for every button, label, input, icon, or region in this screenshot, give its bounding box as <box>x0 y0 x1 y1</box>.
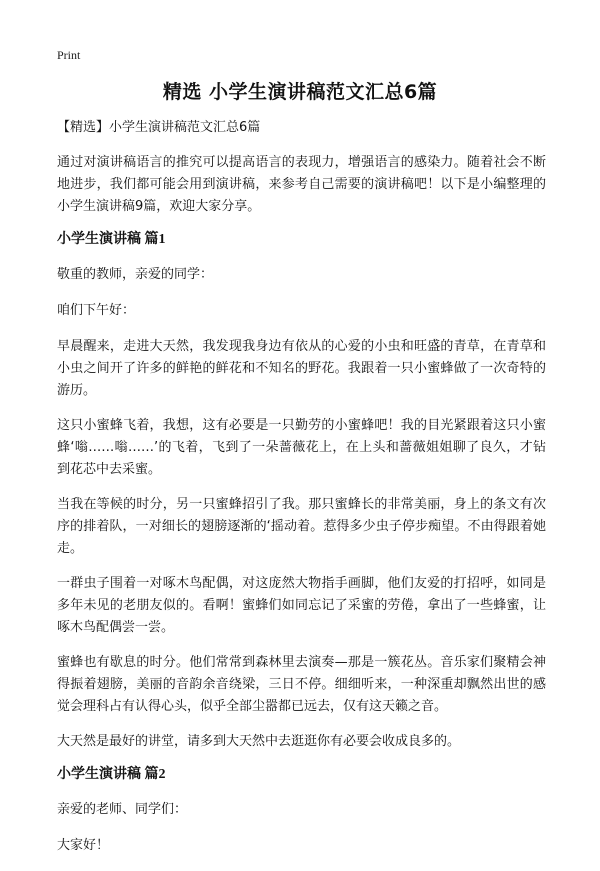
section-heading-1: 小学生演讲稿 篇1 <box>57 232 166 247</box>
body-paragraph: 早晨醒来，走进大天然，我发现我身边有依从的心爱的小虫和旺盛的青草，在青草和小虫之间开了许多的鲜艳的鲜花和不知名的野花。我跟着一只小蜜蜂做了一次奇特的游历。 <box>57 339 546 398</box>
body-paragraph: 这只小蜜蜂飞着，我想，这有必要是一只勤劳的小蜜蜂吧！我的目光紧跟着这只小蜜蜂‘嗡……嗡……’的飞着，飞到了一朵蔷薇花上，在上头和蔷薇姐姐聊了良久，才钻到花芯中去采蜜。 <box>57 418 546 477</box>
document-body <box>57 120 546 871</box>
intro-paragraph: 通过对演讲稿语言的推究可以提高语言的表现力，增强语言的感染力。随着社会不断地进步，我们都可能会用到演讲稿，来参考自己需要的演讲稿吧！以下是小编整理的小学生演讲稿9篇，欢迎大家分享。 <box>57 155 546 214</box>
body-paragraph: 蜜蜂也有歇息的时分。他们常常到森林里去演奏—那是一簇花丛。音乐家们聚精会神得振着翅膀，美丽的音韵余音绕梁，三日不停。细细听来，一种深重却飘然出世的感觉会理科占有认得心头，似乎全部尘嚣都已远去，仅有这天籁之音。 <box>57 655 546 714</box>
greeting-paragraph: 大家好！ <box>57 838 110 853</box>
print-link[interactable]: Print <box>57 48 81 62</box>
greeting-paragraph: 亲爱的老师、同学们： <box>57 802 188 817</box>
page-title: 精选 小学生演讲稿范文汇总6篇 <box>162 81 438 103</box>
body-paragraph: 当我在等候的时分，另一只蜜蜂招引了我。那只蜜蜂长的非常美丽，身上的条文有次序的排着队，一对细长的翅膀逐渐的‘摇动着。惹得多少虫子停步痴望。不由得跟着她走。 <box>57 497 546 556</box>
document-subtitle: 【精选】小学生演讲稿范文汇总6篇 <box>57 120 261 135</box>
body-paragraph: 一群虫子围着一对啄木鸟配偶，对这庞然大物指手画脚，他们友爱的打招呼，如同是多年未见的老朋友似的。看啊！蜜蜂们如同忘记了采蜜的劳倦，拿出了一些蜂蜜，让啄木鸟配偶尝一尝。 <box>57 576 546 635</box>
section-heading-2: 小学生演讲稿 篇2 <box>57 767 166 782</box>
body-paragraph: 大天然是最好的讲堂，请多到大天然中去逛逛你有必要会收成良多的。 <box>57 734 461 749</box>
greeting-paragraph: 敬重的教师，亲爱的同学： <box>57 267 214 282</box>
greeting-paragraph: 咱们下午好： <box>57 303 136 318</box>
